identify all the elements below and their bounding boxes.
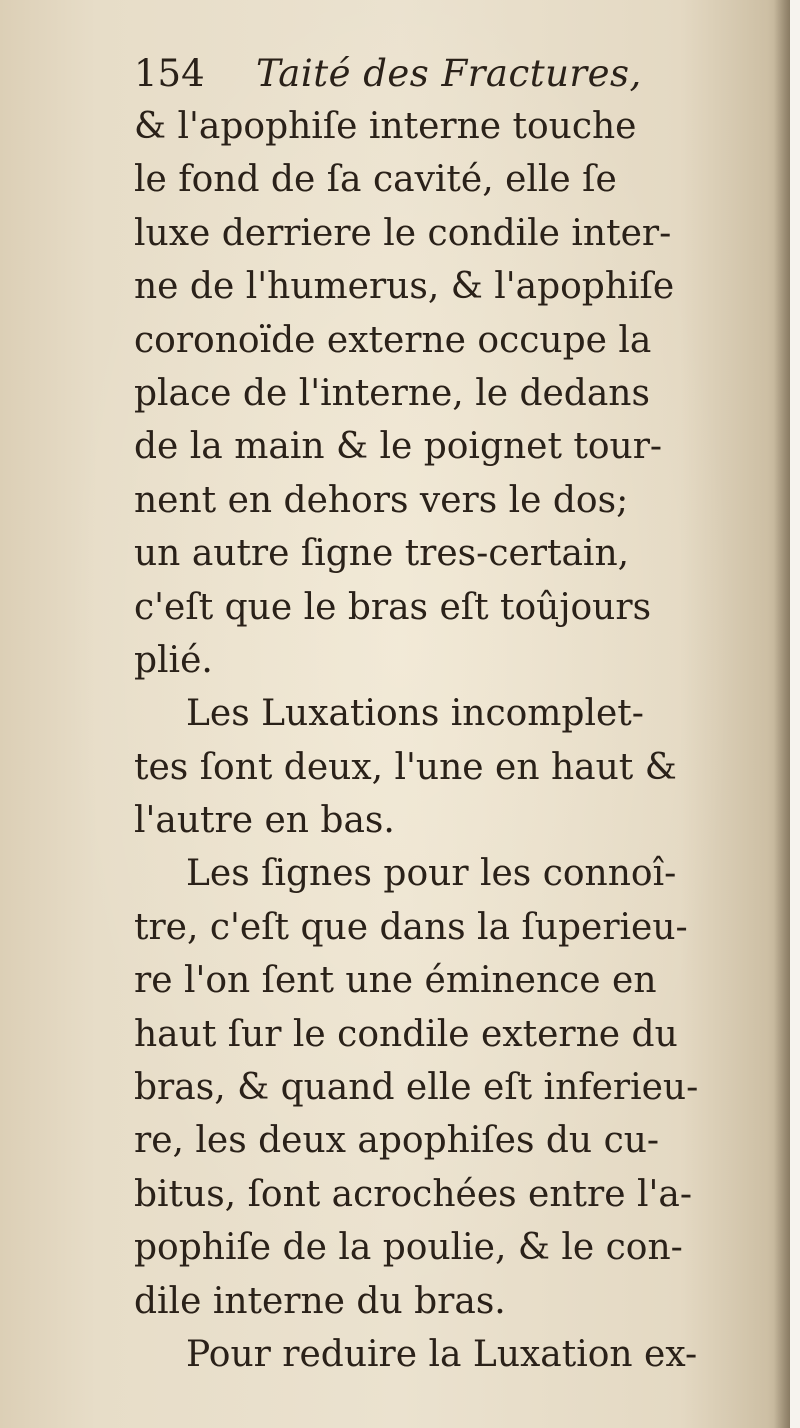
text-line: re l'on ſent une éminence en <box>134 960 657 1002</box>
text-line: place de l'interne, le dedans <box>134 372 650 414</box>
page-number: 154 <box>134 52 205 95</box>
text-line: tes ſont deux, l'une en haut & <box>134 746 677 788</box>
text-line: pophiſe de la poulie, & le con- <box>134 1227 683 1269</box>
text-line: coronoïde externe occupe la <box>134 319 652 361</box>
text-line: dile interne du bras. <box>134 1280 506 1322</box>
text-line: ne de l'humerus, & l'apophiſe <box>134 266 675 308</box>
text-line: c'eſt que le bras eſt toûjours <box>134 586 652 628</box>
running-head <box>134 48 714 100</box>
text-line: & l'apophiſe interne touche <box>134 106 637 147</box>
paragraph-first-line: Pour reduire la Luxation ex- <box>186 1333 698 1375</box>
text-line: re, les deux apophiſes du cu- <box>134 1120 660 1162</box>
text-line: le fond de ſa cavité, elle ſe <box>134 159 617 201</box>
text-line: nent en dehors vers le dos; <box>134 479 629 521</box>
page-edge-margin <box>790 0 800 1428</box>
text-line: l'autre en bas. <box>134 800 395 842</box>
text-line: bitus, ſont acrochées entre l'a- <box>134 1173 692 1215</box>
text-line: de la main & le poignet tour- <box>134 426 663 468</box>
text-line: luxe derriere le condile inter- <box>134 212 672 254</box>
text-line: haut ſur le condile externe du <box>134 1013 678 1055</box>
page-text <box>134 48 714 1381</box>
text-line: un autre ſigne tres-certain, <box>134 533 630 575</box>
running-head-title: Taité des Fractures, <box>256 52 642 95</box>
text-line: tre, c'eſt que dans la ſuperieu- <box>134 906 688 948</box>
paragraph-first-line: Les ſignes pour les connoî- <box>186 853 677 895</box>
paragraph-first-line: Les Luxations incomplet- <box>186 693 644 735</box>
text-line: plié. <box>134 639 213 681</box>
text-line: bras, & quand elle eſt inferieu- <box>134 1067 699 1109</box>
